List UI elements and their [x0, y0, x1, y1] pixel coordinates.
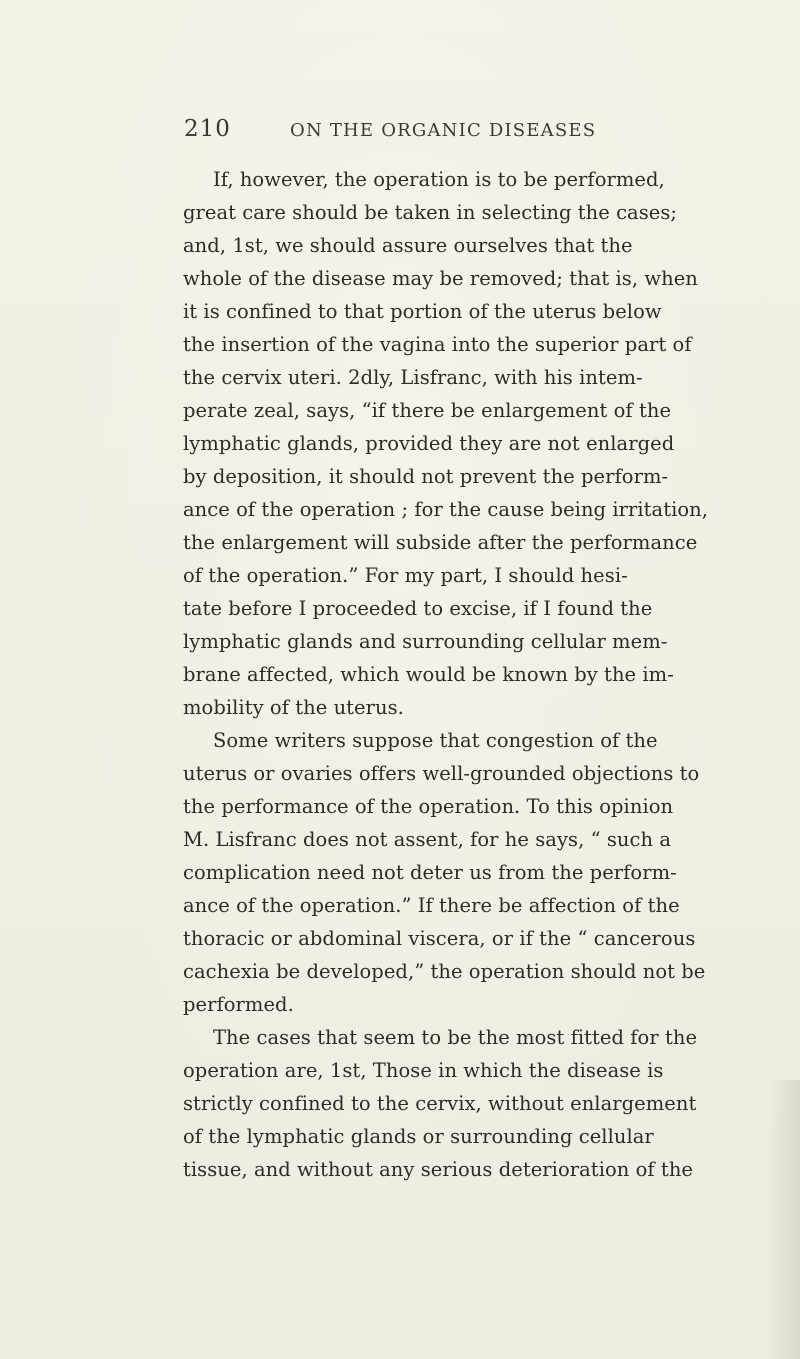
text-line: uterus or ovaries offers well-grounded objections to: [183, 762, 700, 785]
text-line: and, 1st, we should assure ourselves that the: [183, 234, 633, 257]
text-line: performed.: [183, 993, 294, 1016]
text-line: complication need not deter us from the perform-: [183, 861, 677, 884]
text-line: ance of the operation.” If there be affection of the: [183, 894, 680, 917]
page-header: [0, 116, 800, 150]
text-line: thoracic or abdominal viscera, or if the “ cancerous: [183, 927, 696, 950]
text-line: The cases that seem to be the most fitted for the: [213, 1026, 698, 1049]
text-line: tissue, and without any serious deterioration of the: [183, 1158, 694, 1181]
text-line: of the lymphatic glands or surrounding cellular: [183, 1125, 654, 1148]
text-line: the enlargement will subside after the performance: [183, 531, 698, 554]
running-head: ON THE ORGANIC DISEASES: [290, 120, 597, 141]
text-line: the performance of the operation. To this opinion: [183, 795, 674, 818]
text-line: the insertion of the vagina into the superior part of: [183, 333, 692, 356]
text-line: perate zeal, says, “if there be enlargement of the: [183, 399, 672, 422]
text-line: strictly confined to the cervix, without enlargement: [183, 1092, 697, 1115]
text-line: lymphatic glands, provided they are not enlarged: [183, 432, 675, 455]
text-line: lymphatic glands and surrounding cellular mem-: [183, 630, 668, 653]
text-line: ance of the operation ; for the cause being irritation,: [183, 498, 709, 521]
text-line: cachexia be developed,” the operation should not be: [183, 960, 706, 983]
text-line: operation are, 1st, Those in which the disease is: [183, 1059, 664, 1082]
text-line: brane affected, which would be known by the im-: [183, 663, 674, 686]
text-line: Some writers suppose that congestion of the: [213, 729, 658, 752]
text-line: it is confined to that portion of the uterus below: [183, 300, 662, 323]
text-line: of the operation.” For my part, I should hesi-: [183, 564, 628, 587]
page-number: 210: [184, 116, 231, 142]
text-line: whole of the disease may be removed; that is, when: [183, 267, 698, 290]
text-line: If, however, the operation is to be performed,: [213, 168, 665, 191]
text-line: M. Lisfranc does not assent, for he says, “ such a: [183, 828, 672, 851]
text-line: by deposition, it should not prevent the perform-: [183, 465, 669, 488]
text-line: tate before I proceeded to excise, if I found the: [183, 597, 653, 620]
text-line: great care should be taken in selecting the cases;: [183, 201, 678, 224]
body-text: [183, 163, 709, 1313]
text-line: mobility of the uterus.: [183, 696, 404, 719]
text-line: the cervix uteri. 2dly, Lisfranc, with his intem-: [183, 366, 643, 389]
